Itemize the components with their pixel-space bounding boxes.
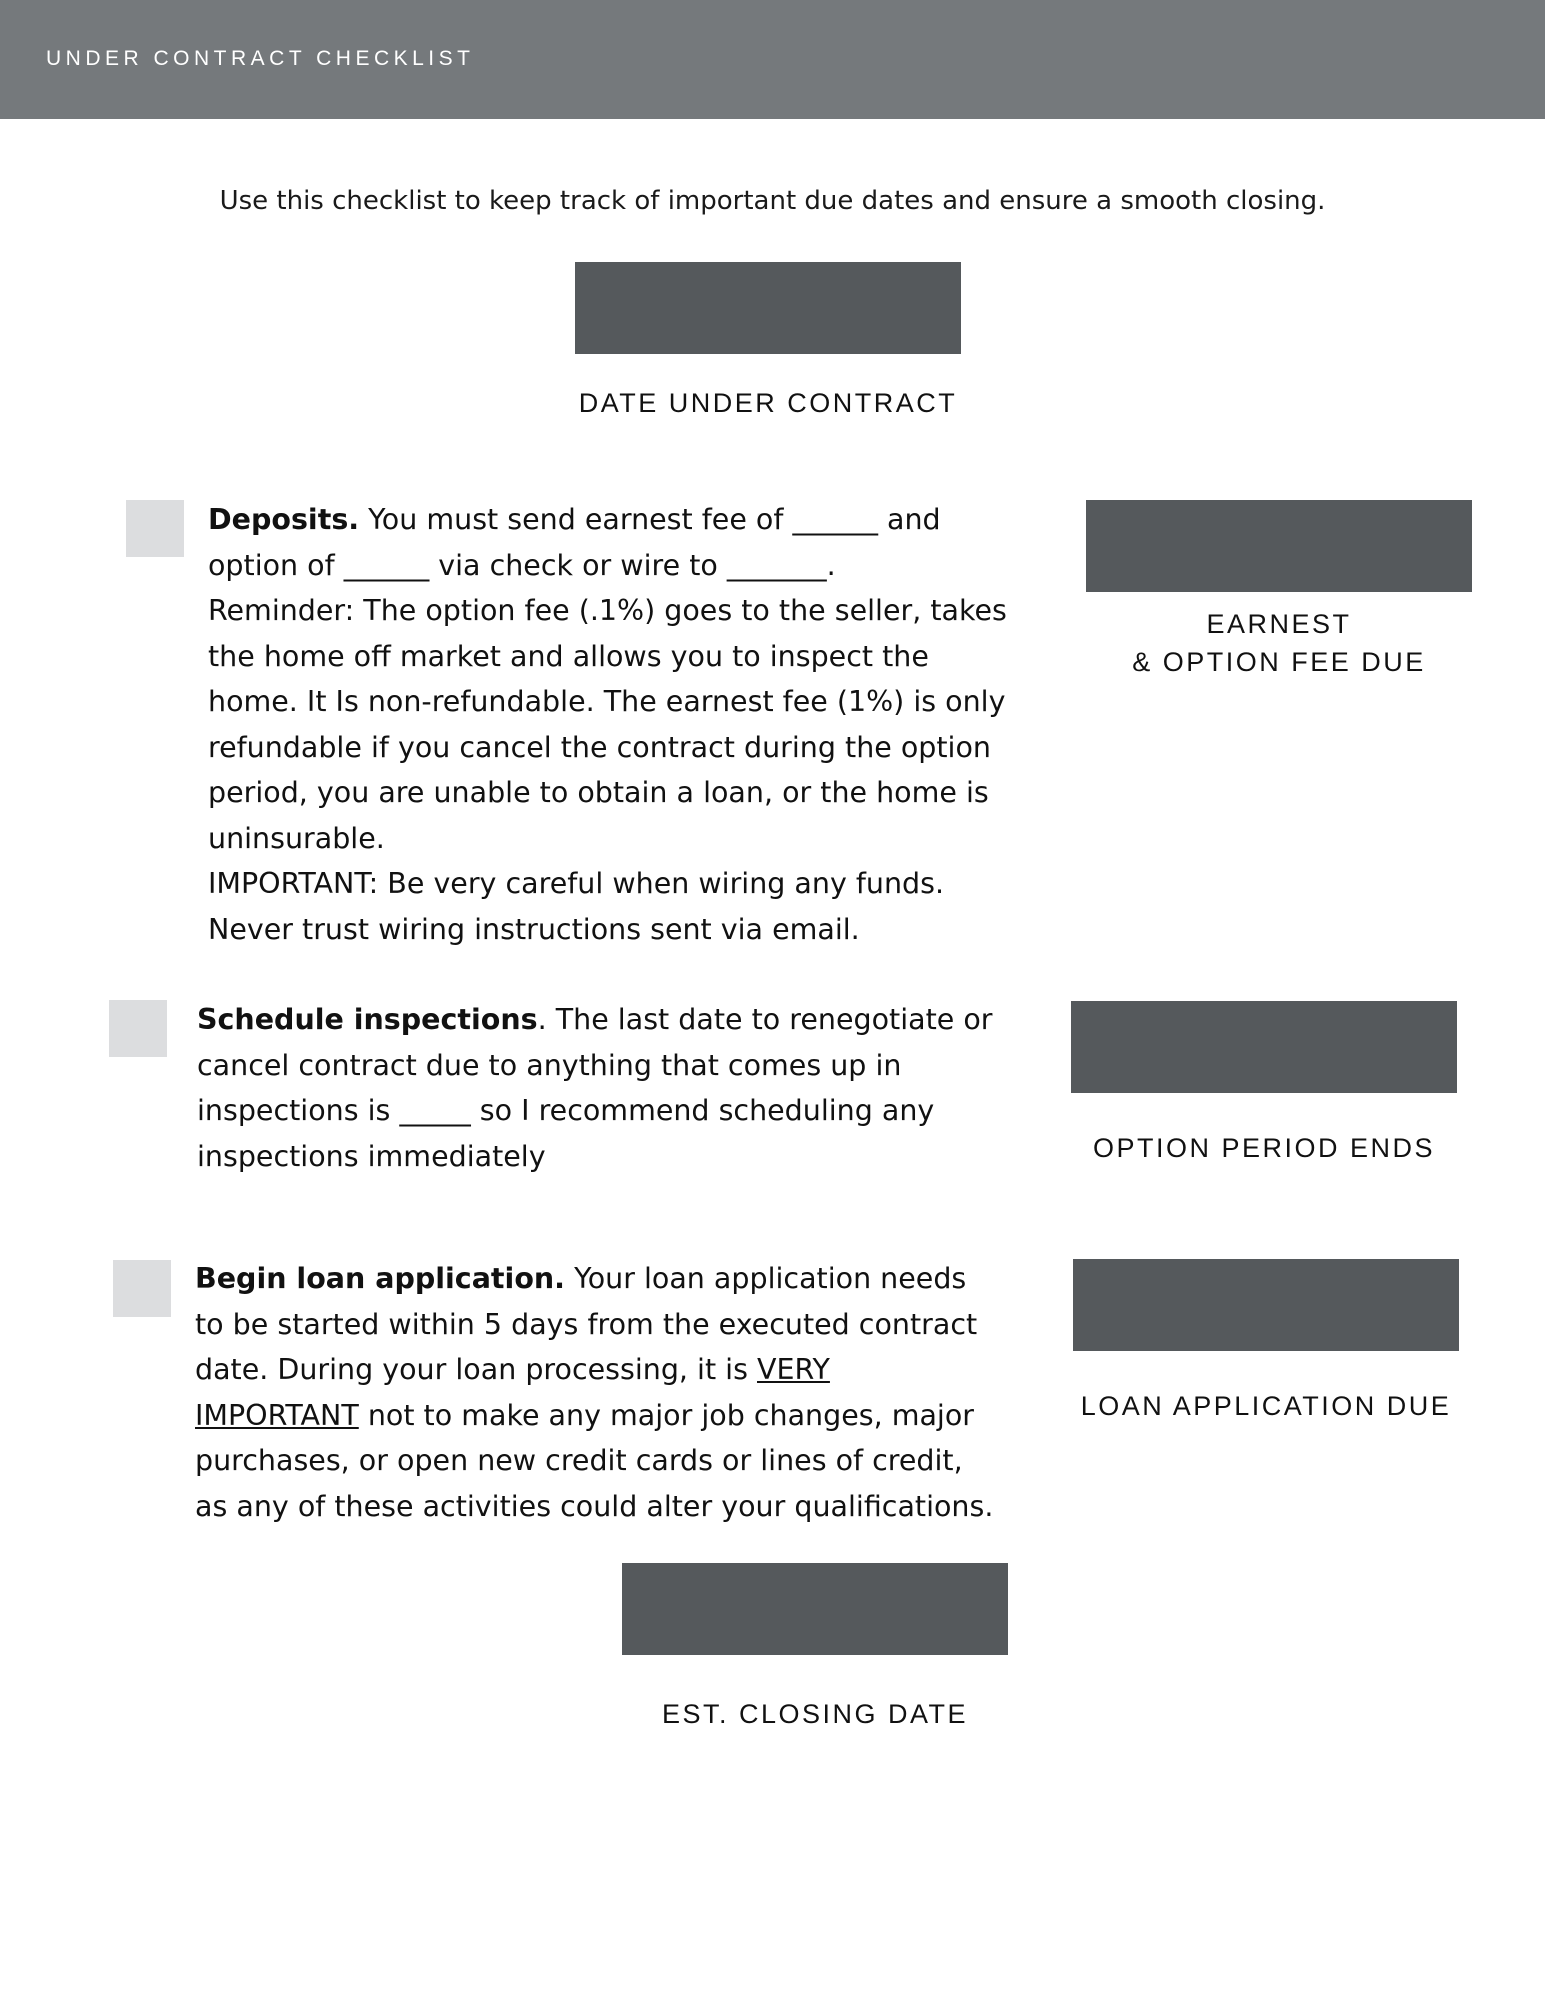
loan-application-item <box>195 1256 1000 1529</box>
inspections-item <box>197 997 997 1179</box>
inspections-checkbox[interactable] <box>109 1000 167 1057</box>
header-bar <box>0 0 1545 119</box>
date-under-contract-field[interactable] <box>575 262 961 354</box>
deposits-instructions: You must send earnest fee of ______ and option of ______ via check or wire to _______. <box>208 503 941 582</box>
earnest-option-fee-due-label <box>1086 605 1472 681</box>
loan-application-checkbox[interactable] <box>113 1260 171 1317</box>
loan-emphasis: VERY IMPORTANT <box>195 1353 830 1432</box>
loan-text-part2: not to make any major job changes, major purchases, or open new credit cards or lines of credit, as any of these activities could alter your qualifications. <box>195 1398 994 1523</box>
loan-text-part1: Your loan application needs to be started within 5 days from the executed contract date. During your loan processing, it is <box>195 1262 978 1386</box>
deposits-important: IMPORTANT: Be very careful when wiring any funds. Never trust wiring instructions sent via email. <box>208 867 945 946</box>
deposits-reminder: Reminder: The option fee (.1%) goes to the seller, takes the home off market and allows you to inspect the home. It Is non-refundable. The earnest fee (1%) is only refundable if you cancel the contract during the option period, you are unable to obtain a loan, or the home is uninsurable. <box>208 594 1007 855</box>
date-under-contract-label: DATE UNDER CONTRACT <box>578 388 958 418</box>
est-closing-date-label: EST. CLOSING DATE <box>661 1699 969 1729</box>
loan-application-due-field[interactable] <box>1073 1259 1459 1351</box>
inspections-text: . The last date to renegotiate or cancel contract due to anything that comes up in inspections is _____ so I recommend scheduling any inspections immediately <box>197 1003 993 1173</box>
deposits-item <box>208 497 1008 952</box>
inspections-title: Schedule inspections <box>197 1003 538 1036</box>
intro-text: Use this checklist to keep track of important due dates and ensure a smooth closing. <box>219 186 1326 216</box>
earnest-label-line2: & OPTION FEE DUE <box>1132 647 1426 677</box>
loan-application-due-label: LOAN APPLICATION DUE <box>1080 1391 1452 1421</box>
page-title: UNDER CONTRACT CHECKLIST <box>46 47 475 70</box>
est-closing-date-field[interactable] <box>622 1563 1008 1655</box>
earnest-label-line1: EARNEST <box>1206 609 1352 639</box>
loan-title: Begin loan application. <box>195 1262 566 1295</box>
option-period-ends-label: OPTION PERIOD ENDS <box>1092 1133 1436 1163</box>
earnest-option-fee-due-field[interactable] <box>1086 500 1472 592</box>
deposits-title: Deposits. <box>208 503 360 536</box>
deposits-checkbox[interactable] <box>126 500 184 557</box>
option-period-ends-field[interactable] <box>1071 1001 1457 1093</box>
